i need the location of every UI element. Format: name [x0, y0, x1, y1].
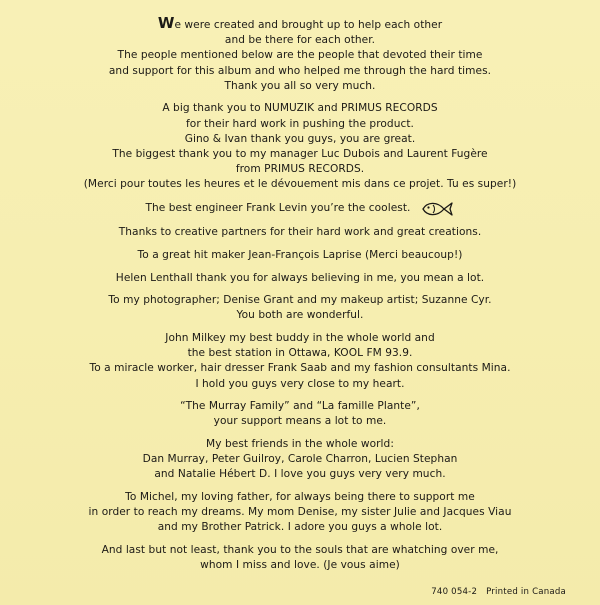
text-line: and Natalie Hébert D. I love you guys very very much.: [154, 468, 446, 481]
milkey-paragraph: [24, 331, 576, 392]
text-line: And last but not least, thank you to the souls that are whatching over me,: [101, 543, 499, 556]
intro-line: and be there for each other.: [224, 34, 376, 47]
text-line: whom I miss and love. (Je vous aime): [200, 559, 400, 572]
helen-paragraph: [24, 271, 576, 286]
text-line: To my photographer; Denise Grant and my makeup artist; Suzanne Cyr.: [108, 294, 492, 307]
text-line: My best friends in the whole world:: [206, 437, 394, 450]
text-line: for their hard work in pushing the product.: [186, 117, 414, 130]
text-line: Thanks to creative partners for their hard work and great creations.: [118, 226, 482, 239]
intro-line: and support for this album and who helped me through the hard times.: [108, 64, 492, 77]
text-line: The biggest thank you to my manager Luc Dubois and Laurent Fugère: [112, 148, 488, 161]
printed-in: Printed in Canada: [486, 587, 566, 597]
intro-line: The people mentioned below are the people that devoted their time: [117, 49, 483, 62]
engineer-text: The best engineer Frank Levin you’re the coolest.: [145, 202, 411, 215]
text-line: John Milkey my best buddy in the whole world and: [165, 331, 435, 344]
text-line: in order to reach my dreams. My mom Denise, my sister Julie and Jacques Viau: [88, 506, 512, 519]
text-line: and my Brother Patrick. I adore you guys a whole lot.: [157, 521, 443, 534]
text-line: To a great hit maker Jean-François Laprise (Merci beaucoup!): [137, 249, 463, 261]
hit-maker-paragraph: [24, 248, 576, 263]
family-members-paragraph: [24, 490, 576, 536]
footer: [431, 587, 566, 597]
photographer-paragraph: [24, 293, 576, 323]
text-line: A big thank you to NUMUZIK and PRIMUS RECORDS: [162, 102, 438, 115]
intro-line-text: e were created and brought up to help each other: [174, 19, 443, 31]
text-line: I hold you guys very close to my heart.: [195, 377, 405, 390]
text-line: the best station in Ottawa, KOOL FM 93.9.: [187, 347, 413, 360]
best-friends-paragraph: [24, 437, 576, 483]
thanks-labels-paragraph: [24, 101, 576, 192]
text-line: Helen Lenthall thank you for always believing in me, you mean a lot.: [115, 271, 485, 284]
text-line: Gino & Ivan thank you guys, you are great.: [184, 132, 416, 145]
text-line: from PRIMUS RECORDS.: [235, 163, 365, 176]
intro-line: Thank you all so very much.: [224, 79, 376, 92]
text-line: Dan Murray, Peter Guilroy, Carole Charron, Lucien Stephan: [142, 453, 458, 466]
engineer-paragraph: [24, 200, 576, 218]
intro-paragraph: [24, 16, 576, 94]
text-line: To Michel, my loving father, for always being there to support me: [125, 490, 475, 503]
text-line: To a miracle worker, hair dresser Frank Saab and my fashion consultants Mina.: [89, 362, 511, 375]
text-line: “The Murray Family” and “La famille Plante”,: [180, 400, 420, 413]
intro-line: [24, 16, 576, 33]
catalog-number: 740 054-2: [431, 587, 478, 597]
fish-icon: [420, 200, 454, 218]
text-line: (Merci pour toutes les heures et le dévouement mis dans ce projet. Tu es super!): [83, 178, 517, 191]
closing-paragraph: [24, 543, 576, 573]
engineer-line: [146, 200, 455, 218]
drop-cap: W: [157, 14, 175, 32]
text-line: your support means a lot to me.: [213, 415, 387, 428]
family-paragraph: [24, 399, 576, 429]
creative-partners-paragraph: [24, 225, 576, 240]
text-line: You both are wonderful.: [236, 309, 364, 322]
